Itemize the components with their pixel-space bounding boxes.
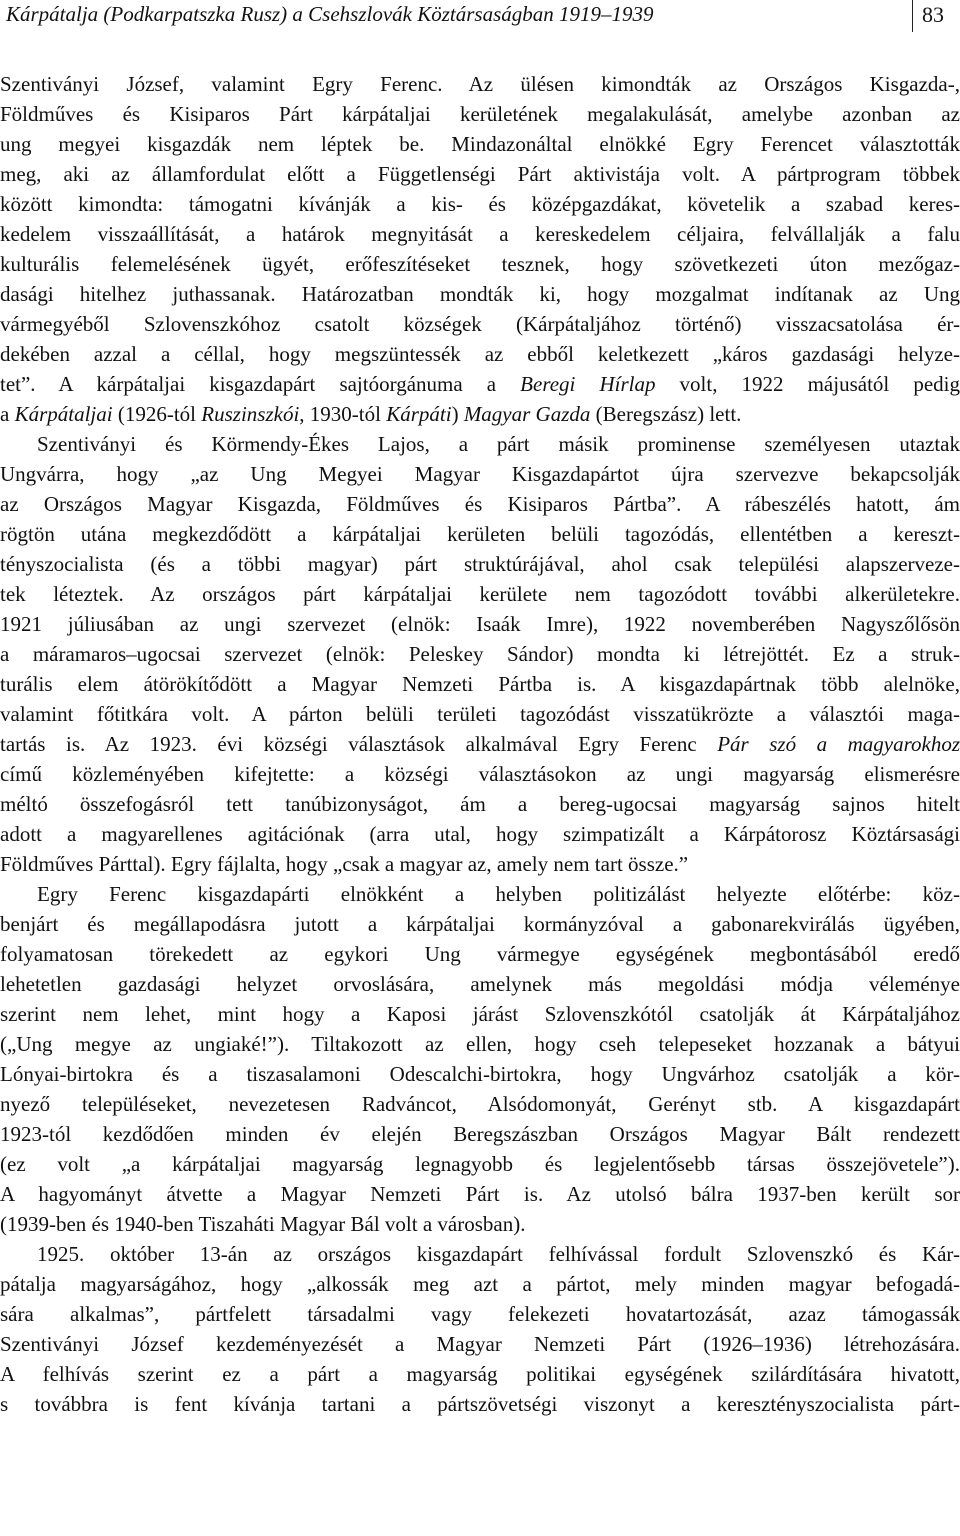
text-line bbox=[0, 99, 960, 129]
text-run: ) bbox=[451, 402, 464, 426]
text-line bbox=[0, 429, 960, 459]
text-line bbox=[0, 219, 960, 249]
text-run: dekében azzal a céllal, hogy megszüntessék az ebből keletkezett „káros gazdasági helyze- bbox=[0, 342, 960, 366]
text-run: Földműves és Kisiparos Párt kárpátaljai kerületének megalakulását, amelybe azonban az bbox=[0, 102, 960, 126]
text-line bbox=[0, 1329, 960, 1359]
text-run: adott a magyarellenes agitációnak (arra utal, hogy szimpatizált a Kárpátorosz Köztársasági bbox=[0, 822, 960, 846]
text-line bbox=[0, 189, 960, 219]
text-run: című közleményében kifejtette: a községi választásokon az ungi magyarság elismerésre bbox=[0, 762, 960, 786]
text-line bbox=[0, 879, 960, 909]
text-line bbox=[0, 1119, 960, 1149]
text-run: s továbbra is fent kívánja tartani a pártszövetségi viszonyt a keresztényszocialista párt- bbox=[0, 1392, 960, 1416]
body-text bbox=[0, 69, 960, 1419]
running-header-title: Kárpátalja (Podkarpatszka Rusz) a Csehszlovák Köztársaságban 1919–1939 bbox=[6, 2, 654, 26]
text-line bbox=[0, 759, 960, 789]
text-run: kulturális felemelésének ügyét, erőfeszítéseket tesznek, hogy szövetkezeti úton mezőgaz- bbox=[0, 252, 960, 276]
text-line bbox=[0, 1089, 960, 1119]
text-line bbox=[0, 459, 960, 489]
text-line bbox=[0, 969, 960, 999]
text-run: a bbox=[0, 402, 15, 426]
text-line bbox=[0, 909, 960, 939]
text-run: (Beregszász) lett. bbox=[590, 402, 742, 426]
text-run: Szentiványi József, valamint Egry Ferenc. Az ülésen kimondták az Országos Kisgazda-, bbox=[0, 72, 960, 96]
text-line bbox=[0, 609, 960, 639]
text-line bbox=[0, 939, 960, 969]
text-run: szerint nem lehet, mint hogy a Kaposi járást Szlovenszkótól csatolják át Kárpátaljához bbox=[0, 1002, 960, 1026]
text-run: (ez volt „a kárpátaljai magyarság legnagyobb és legjelentősebb társas összejövetele”). bbox=[0, 1152, 960, 1176]
text-line bbox=[0, 699, 960, 729]
text-run: A hagyományt átvette a Magyar Nemzeti Párt is. Az utolsó bálra 1937-ben került sor bbox=[0, 1182, 960, 1206]
text-run: méltó összefogásról tett tanúbizonyságot, ám a bereg-ugocsai magyarság sajnos hitelt bbox=[0, 792, 960, 816]
text-line bbox=[0, 1029, 960, 1059]
text-run: kedelem visszaállítását, a határok megnyitását a kereskedelem céljaira, felvállalják a falu bbox=[0, 222, 960, 246]
text-line bbox=[0, 1269, 960, 1299]
text-run: lehetetlen gazdasági helyzet orvoslására, amelynek más megoldási módja véleménye bbox=[0, 972, 960, 996]
text-run: (1926-tól bbox=[112, 402, 202, 426]
text-run: pátalja magyarságához, hogy „alkossák meg azt a pártot, mely minden magyar befogadá- bbox=[0, 1272, 960, 1296]
text-line bbox=[0, 1389, 960, 1419]
text-run: az Országos Magyar Kisgazda, Földműves és Kisiparos Pártba”. A rábeszélés hatott, ám bbox=[0, 492, 960, 516]
text-line bbox=[0, 279, 960, 309]
text-run: Földműves Párttal). Egry fájlalta, hogy „csak a magyar az, amely nem tart össze.” bbox=[0, 852, 689, 876]
text-line bbox=[0, 1209, 960, 1239]
text-run: tek léteztek. Az országos párt kárpátaljai kerülete nem tagozódott további alkerületekre. bbox=[0, 582, 960, 606]
text-run: benjárt és megállapodásra jutott a kárpátaljai kormányzóval a gabonarekvirálás ügyében, bbox=[0, 912, 960, 936]
text-line bbox=[0, 1179, 960, 1209]
header-separator bbox=[912, 0, 913, 32]
text-line bbox=[0, 129, 960, 159]
text-run: tet”. A kárpátaljai kisgazdapárt sajtóorgánuma a bbox=[0, 372, 521, 396]
text-run: , 1930-tól bbox=[299, 402, 387, 426]
text-line bbox=[0, 399, 960, 429]
text-run: Egry Ferenc kisgazdapárti elnökként a helyben politizálást helyezte előtérbe: köz- bbox=[37, 882, 960, 906]
text-line bbox=[0, 1149, 960, 1179]
text-run: tényszocialista (és a többi magyar) párt struktúrájával, ahol csak települési alapszerveze- bbox=[0, 552, 960, 576]
running-header bbox=[0, 0, 960, 40]
text-run: Szentiványi József kezdeményezését a Magyar Nemzeti Párt (1926–1936) létrehozására. bbox=[0, 1332, 960, 1356]
text-run: nyező településeket, nevezetesen Radváncot, Alsódomonyát, Gerényt stb. A kisgazdapárt bbox=[0, 1092, 960, 1116]
text-line bbox=[0, 159, 960, 189]
page-number: 83 bbox=[922, 2, 944, 27]
text-line bbox=[0, 1359, 960, 1389]
text-run: a máramaros–ugocsai szervezet (elnök: Peleskey Sándor) mondta ki létrejöttét. Ez a struk- bbox=[0, 642, 960, 666]
text-run: Ungvárra, hogy „az Ung Megyei Magyar Kisgazdapártot újra szervezve bekapcsolják bbox=[0, 462, 960, 486]
text-run: meg, aki az államfordulat előtt a Függetlenségi Párt aktivistája volt. A pártprogram többek bbox=[0, 162, 960, 186]
text-run: rögtön utána megkezdődött a kárpátaljai kerületen belüli tagozódás, ellentétben a kereszt- bbox=[0, 522, 960, 546]
text-run: valamint főtitkára volt. A párton belüli területi tagozódást visszatükrözte a választói maga- bbox=[0, 702, 960, 726]
text-line bbox=[0, 579, 960, 609]
text-run: sára alkalmas”, pártfelett társadalmi vagy felekezeti hovatartozását, azaz támogassák bbox=[0, 1302, 960, 1326]
text-run: tartás is. Az 1923. évi községi választások alkalmával Egry Ferenc bbox=[0, 732, 718, 756]
italic-text-run: Kárpáti bbox=[386, 402, 452, 426]
italic-text-run: Ruszinszkói bbox=[201, 402, 300, 426]
italic-text-run: Kárpátaljai bbox=[14, 402, 113, 426]
text-line bbox=[0, 639, 960, 669]
text-run: folyamatosan törekedett az egykori Ung vármegye egységének megbontásából eredő bbox=[0, 942, 960, 966]
text-line bbox=[0, 69, 960, 99]
text-run: között kimondta: támogatni kívánják a kis- és középgazdákat, követelik a szabad keres- bbox=[0, 192, 960, 216]
text-run: volt, 1922 májusától pedig bbox=[655, 372, 960, 396]
text-run: ung megyei kisgazdák nem léptek be. Mindazonáltal elnökké Egry Ferencet választották bbox=[0, 132, 960, 156]
italic-text-run: Pár szó a magyarokhoz bbox=[717, 732, 960, 756]
text-line bbox=[0, 339, 960, 369]
text-line bbox=[0, 1059, 960, 1089]
text-line bbox=[0, 519, 960, 549]
text-line bbox=[0, 729, 960, 759]
text-run: 1925. október 13-án az országos kisgazdapárt felhívással fordult Szlovenszkó és Kár- bbox=[37, 1242, 960, 1266]
text-line bbox=[0, 1239, 960, 1269]
text-run: („Ung megye az ungiaké!”). Tiltakozott az ellen, hogy cseh telepeseket hozzanak a bátyui bbox=[0, 1032, 960, 1056]
text-line bbox=[0, 999, 960, 1029]
text-run: A felhívás szerint ez a párt a magyarság politikai egységének szilárdítására hivatott, bbox=[0, 1362, 960, 1386]
italic-text-run: Beregi Hírlap bbox=[520, 372, 656, 396]
text-line bbox=[0, 819, 960, 849]
text-run: 1921 júliusában az ungi szervezet (elnök: Isaák Imre), 1922 novemberében Nagyszőlősön bbox=[0, 612, 960, 636]
text-line bbox=[0, 309, 960, 339]
text-line bbox=[0, 489, 960, 519]
text-run: 1923-tól kezdődően minden év elején Beregszászban Országos Magyar Bált rendezett bbox=[0, 1122, 960, 1146]
text-run: Lónyai-birtokra és a tiszasalamoni Odescalchi-birtokra, hogy Ungvárhoz csatolják a kör- bbox=[0, 1062, 960, 1086]
text-line bbox=[0, 249, 960, 279]
text-run: vármegyéből Szlovenszkóhoz csatolt községek (Kárpátaljához történő) visszacsatolása ér- bbox=[0, 312, 960, 336]
text-line bbox=[0, 789, 960, 819]
text-run: (1939-ben és 1940-ben Tiszaháti Magyar Bál volt a városban). bbox=[0, 1212, 526, 1236]
text-line bbox=[0, 669, 960, 699]
text-line bbox=[0, 849, 960, 879]
text-run: Szentiványi és Körmendy-Ékes Lajos, a párt másik prominense személyesen utaztak bbox=[37, 432, 960, 456]
text-line bbox=[0, 549, 960, 579]
italic-text-run: Magyar Gazda bbox=[463, 402, 591, 426]
text-line bbox=[0, 369, 960, 399]
text-run: dasági hitelhez juthassanak. Határozatban mondták ki, hogy mozgalmat indítanak az Ung bbox=[0, 282, 960, 306]
text-line bbox=[0, 1299, 960, 1329]
text-run: turális elem átörökítődött a Magyar Nemzeti Pártba is. A kisgazdapártnak több alelnöke, bbox=[0, 672, 960, 696]
